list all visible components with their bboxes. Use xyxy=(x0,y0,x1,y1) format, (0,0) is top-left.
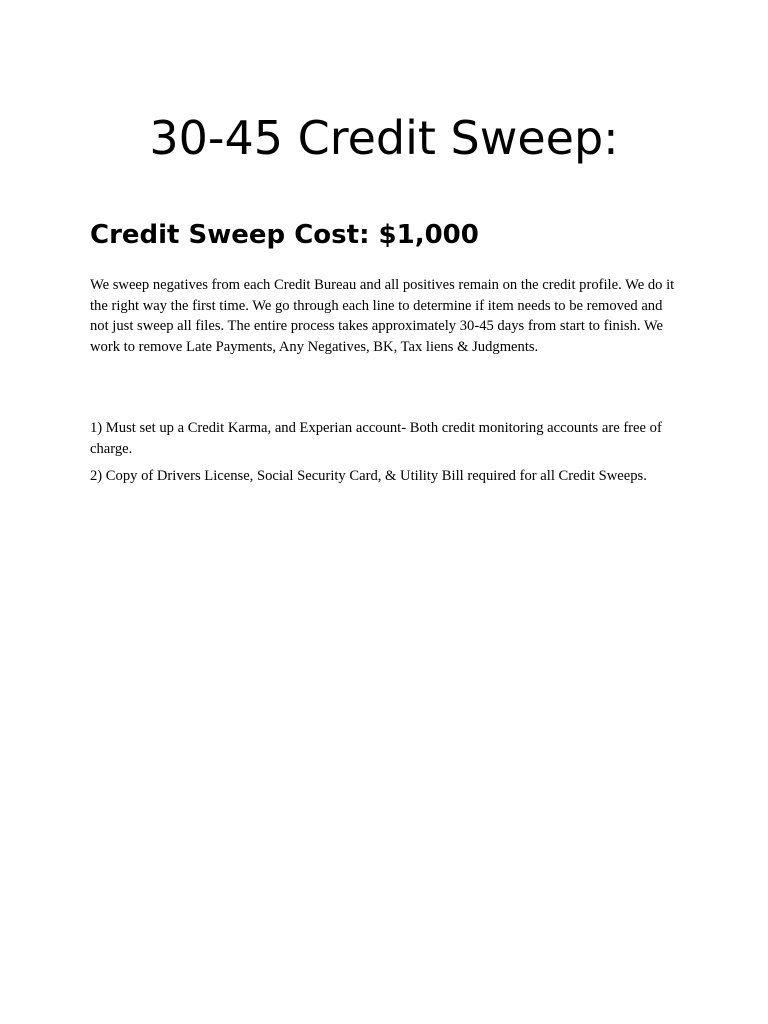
page-title: 30-45 Credit Sweep: xyxy=(149,111,619,165)
cost-heading: Credit Sweep Cost: $1,000 xyxy=(90,220,479,250)
requirement-item-2: 2) Copy of Drivers License, Social Security Card, & Utility Bill required for all Credit Sweeps. xyxy=(90,468,647,484)
intro-paragraph: We sweep negatives from each Credit Bureau and all positives remain on the credit profile. We do it the right way the first time. We go through each line to determine if item needs to be removed and not just sweep all files. The entire process takes approximately 30-45 days from start to finish. We work to remove Late Payments, Any Negatives, BK, Tax liens & Judgments. xyxy=(90,277,675,355)
requirement-item-1: 1) Must set up a Credit Karma, and Experian account- Both credit monitoring accounts are free of charge. xyxy=(90,420,662,457)
